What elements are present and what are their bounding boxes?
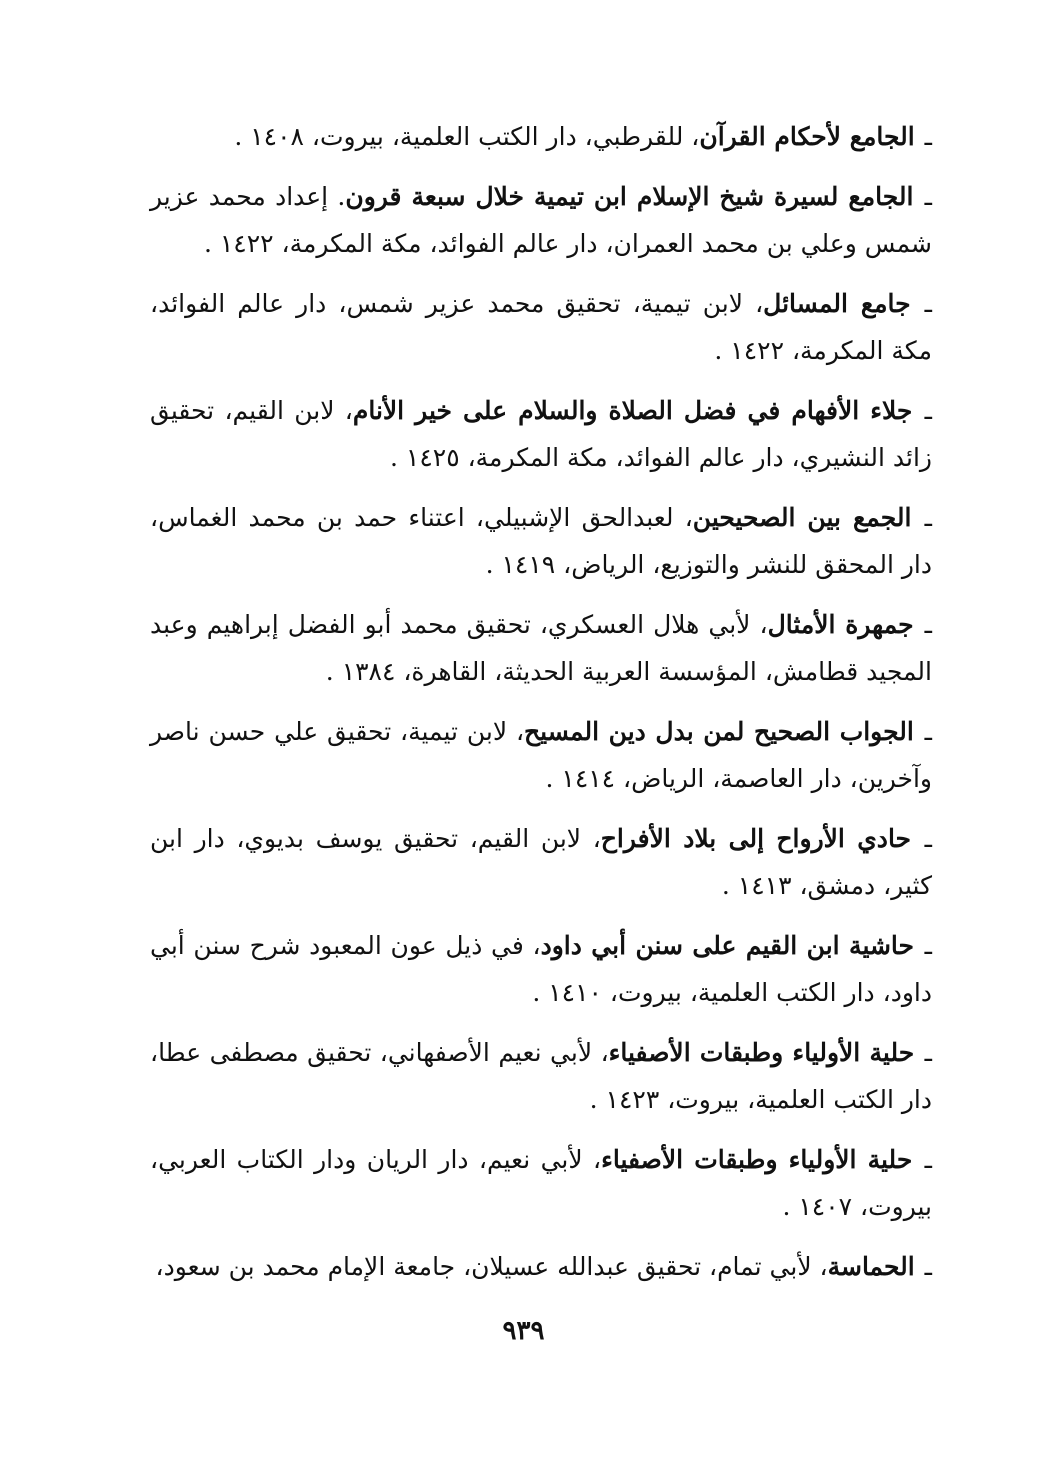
entry-title: حلية الأولياء وطبقات الأصفياء	[608, 1038, 915, 1067]
bibliography-entry: ـ الجامع لسيرة شيخ الإسلام ابن تيمية خلال سبعة قرون. إعداد محمد عزير شمس وعلي بن محمد العمران، دار عالم الفوائد، مكة المكرمة، ١٤٢٢ .	[150, 182, 932, 258]
page-number: ٩٣٩	[502, 1316, 545, 1346]
bibliography-entry: ـ حاشية ابن القيم على سنن أبي داود، في ذيل عون المعبود شرح سنن أبي داود، دار الكتب العلمية، بيروت، ١٤١٠ .	[150, 931, 933, 1007]
entry-details: ، لعبدالحق الإشبيلي، اعتناء حمد بن محمد الغماس، دار المحقق للنشر والتوزيع، الرياض، ١٤١٩ .	[150, 503, 932, 579]
entry-details: . إعداد محمد عزير شمس وعلي بن محمد العمران، دار عالم الفوائد، مكة المكرمة، ١٤٢٢ .	[150, 182, 932, 258]
bibliography-entry: ـ جامع المسائل، لابن تيمية، تحقيق محمد عزير شمس، دار عالم الفوائد، مكة المكرمة، ١٤٢٢ .	[150, 289, 932, 365]
bibliography-entry: ـ حلية الأولياء وطبقات الأصفياء، لأبي نعيم الأصفهاني، تحقيق مصطفى عطا، دار الكتب العلمية، بيروت، ١٤٢٣ .	[150, 1038, 932, 1114]
entry-details: ، لأبي نعيم الأصفهاني، تحقيق مصطفى عطا، دار الكتب العلمية، بيروت، ١٤٢٣ .	[150, 1038, 932, 1114]
entry-title: الجامع لسيرة شيخ الإسلام ابن تيمية خلال سبعة قرون	[345, 182, 914, 211]
bibliography-entry: ـ جمهرة الأمثال، لأبي هلال العسكري، تحقيق محمد أبو الفضل إبراهيم وعبد المجيد قطامش، المؤسسة العربية الحديثة، القاهرة، ١٣٨٤ .	[150, 610, 932, 686]
bibliography-entry: ـ الجمع بين الصحيحين، لعبدالحق الإشبيلي، اعتناء حمد بن محمد الغماس، دار المحقق للنشر والتوزيع، الرياض، ١٤١٩ .	[150, 503, 932, 579]
entry-details: ، لأبي تمام، تحقيق عبدالله عسيلان، جامعة الإمام محمد بن سعود،	[155, 1252, 828, 1281]
bibliography-entry: ـ جلاء الأفهام في فضل الصلاة والسلام على خير الأنام، لابن القيم، تحقيق زائد النشيري، دار عالم الفوائد، مكة المكرمة، ١٤٢٥ .	[150, 396, 932, 472]
bibliography-entry: ـ حادي الأرواح إلى بلاد الأفراح، لابن القيم، تحقيق يوسف بديوي، دار ابن كثير، دمشق، ١٤١٣ .	[150, 824, 932, 900]
entry-title: الجواب الصحيح لمن بدل دين المسيح	[524, 717, 914, 746]
bibliography-entry: ـ الحماسة، لأبي تمام، تحقيق عبدالله عسيلان، جامعة الإمام محمد بن سعود،	[155, 1252, 932, 1281]
entry-details: ، للقرطبي، دار الكتب العلمية، بيروت، ١٤٠٨ .	[234, 122, 700, 151]
entry-details: ، لابن القيم، تحقيق يوسف بديوي، دار ابن كثير، دمشق، ١٤١٣ .	[150, 824, 932, 900]
entry-title: حلية الأولياء وطبقات الأصفياء	[601, 1145, 913, 1174]
entry-details: ، لابن القيم، تحقيق زائد النشيري، دار عالم الفوائد، مكة المكرمة، ١٤٢٥ .	[150, 396, 932, 472]
bibliography-entry: ـ الجواب الصحيح لمن بدل دين المسيح، لابن تيمية، تحقيق علي حسن ناصر وآخرين، دار العاصمة، الرياض، ١٤١٤ .	[150, 717, 932, 793]
bibliography-entry: ـ حلية الأولياء وطبقات الأصفياء، لأبي نعيم، دار الريان ودار الكتاب العربي، بيروت، ١٤٠٧ .	[150, 1145, 933, 1221]
entry-title: الجامع لأحكام القرآن	[699, 122, 915, 151]
entry-title: جمهرة الأمثال	[767, 610, 914, 639]
entry-title: جلاء الأفهام في فضل الصلاة والسلام على خير الأنام	[352, 396, 913, 425]
entry-title: جامع المسائل	[763, 289, 911, 318]
bibliography-entry: ـ الجامع لأحكام القرآن، للقرطبي، دار الكتب العلمية، بيروت، ١٤٠٨ .	[234, 122, 932, 151]
entry-details: ، لابن تيمية، تحقيق محمد عزير شمس، دار عالم الفوائد، مكة المكرمة، ١٤٢٢ .	[150, 289, 932, 365]
entry-title: حادي الأرواح إلى بلاد الأفراح	[600, 824, 912, 853]
entry-details: ، في ذيل عون المعبود شرح سنن أبي داود، دار الكتب العلمية، بيروت، ١٤١٠ .	[150, 931, 932, 1007]
entry-title: الحماسة	[827, 1252, 915, 1281]
entry-title: الجمع بين الصحيحين	[692, 503, 912, 532]
entry-details: ، لأبي هلال العسكري، تحقيق محمد أبو الفضل إبراهيم وعبد المجيد قطامش، المؤسسة العربية الحديثة، القاهرة، ١٣٨٤ .	[150, 610, 932, 686]
bibliography-list	[150, 113, 932, 1303]
entry-details: ، لابن تيمية، تحقيق علي حسن ناصر وآخرين، دار العاصمة، الرياض، ١٤١٤ .	[150, 717, 932, 793]
entry-details: ، لأبي نعيم، دار الريان ودار الكتاب العربي، بيروت، ١٤٠٧ .	[150, 1145, 932, 1221]
entry-title: حاشية ابن القيم على سنن أبي داود	[540, 931, 915, 960]
